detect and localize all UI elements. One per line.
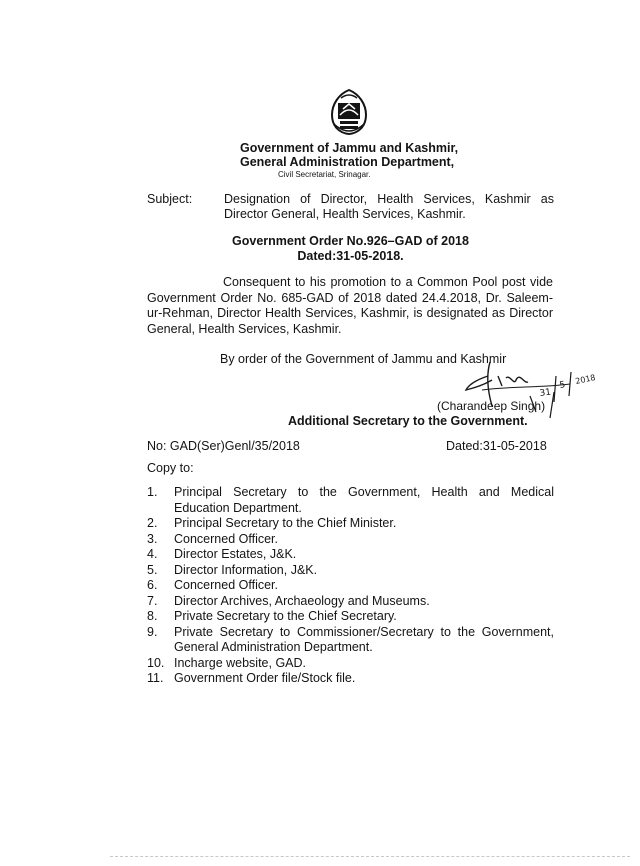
list-item-number: 1. (147, 485, 158, 499)
list-item-number: 4. (147, 547, 158, 561)
list-item (147, 485, 554, 516)
list-item-text: Private Secretary to the Chief Secretary. (174, 609, 397, 623)
copy-to-label: Copy to: (147, 461, 194, 475)
svg-text:31: 31 (539, 387, 552, 399)
order-title: Government Order No.926–GAD of 2018 (232, 234, 469, 248)
list-item-number: 3. (147, 531, 158, 546)
list-item-text: Concerned Officer. (174, 578, 278, 592)
list-item (147, 563, 554, 579)
list-item-number: 8. (147, 609, 158, 623)
scan-artifact-divider (110, 856, 630, 857)
list-item (147, 625, 554, 656)
list-item (147, 594, 554, 610)
copy-to-list (147, 485, 554, 687)
list-item-text: Principal Secretary to the Chief Minister. (174, 516, 397, 530)
list-item-number: 5. (147, 562, 158, 577)
list-item-number: 7. (147, 593, 158, 608)
svg-text:2018: 2018 (574, 372, 597, 386)
subject-label: Subject: (147, 192, 193, 206)
list-item (147, 578, 554, 594)
list-item-number: 2. (147, 516, 158, 530)
by-order-line: By order of the Government of Jammu and Kashmir (220, 352, 507, 366)
reference-number: No: GAD(Ser)Genl/35/2018 (147, 439, 300, 453)
signatory-title: Additional Secretary to the Government. (288, 414, 528, 428)
subject-text: Designation of Director, Health Services, Kashmir as Director General, Health Services, Kashmir. (224, 192, 554, 221)
list-item-text: Incharge website, GAD. (174, 655, 307, 670)
list-item (147, 609, 554, 625)
list-item-text: Private Secretary to Commissioner/Secretary to the Government, General Administration Department. (174, 624, 554, 654)
list-item-number: 6. (147, 578, 158, 592)
list-item (147, 671, 554, 687)
list-item-number: 11. (147, 671, 164, 685)
list-item-text: Director Information, J&K. (174, 562, 318, 577)
letterhead-department: General Administration Department, (240, 155, 455, 169)
list-item-text: Concerned Officer. (174, 531, 278, 546)
signatory-name: (Charandeep Singh) (437, 399, 546, 413)
list-item (147, 516, 554, 532)
list-item (147, 532, 554, 548)
list-item-text: Director Estates, J&K. (174, 547, 297, 561)
letterhead-government: Government of Jammu and Kashmir, (240, 141, 459, 155)
list-item-text: Government Order file/Stock file. (174, 671, 356, 685)
list-item-number: 9. (147, 624, 158, 639)
svg-text:5: 5 (558, 380, 567, 391)
reference-date: Dated:31-05-2018 (446, 439, 547, 453)
state-emblem-icon (327, 88, 371, 136)
order-body: Consequent to his promotion to a Common Pool post vide Government Order No. 685-GAD of 2018 dated 24.4.2018, Dr. Saleem-ur-Rehman, Director Health Services, Kashmir, is designated as Director General, Health Services, Kashmir. (147, 275, 553, 336)
list-item-text: Principal Secretary to the Government, Health and Medical Education Department. (174, 485, 554, 515)
letterhead-address: Civil Secretariat, Srinagar. (278, 170, 371, 179)
order-date: Dated:31-05-2018. (297, 249, 404, 263)
list-item (147, 656, 554, 672)
list-item-text: Director Archives, Archaeology and Museums. (174, 593, 430, 608)
list-item-number: 10. (147, 655, 165, 670)
list-item (147, 547, 554, 563)
